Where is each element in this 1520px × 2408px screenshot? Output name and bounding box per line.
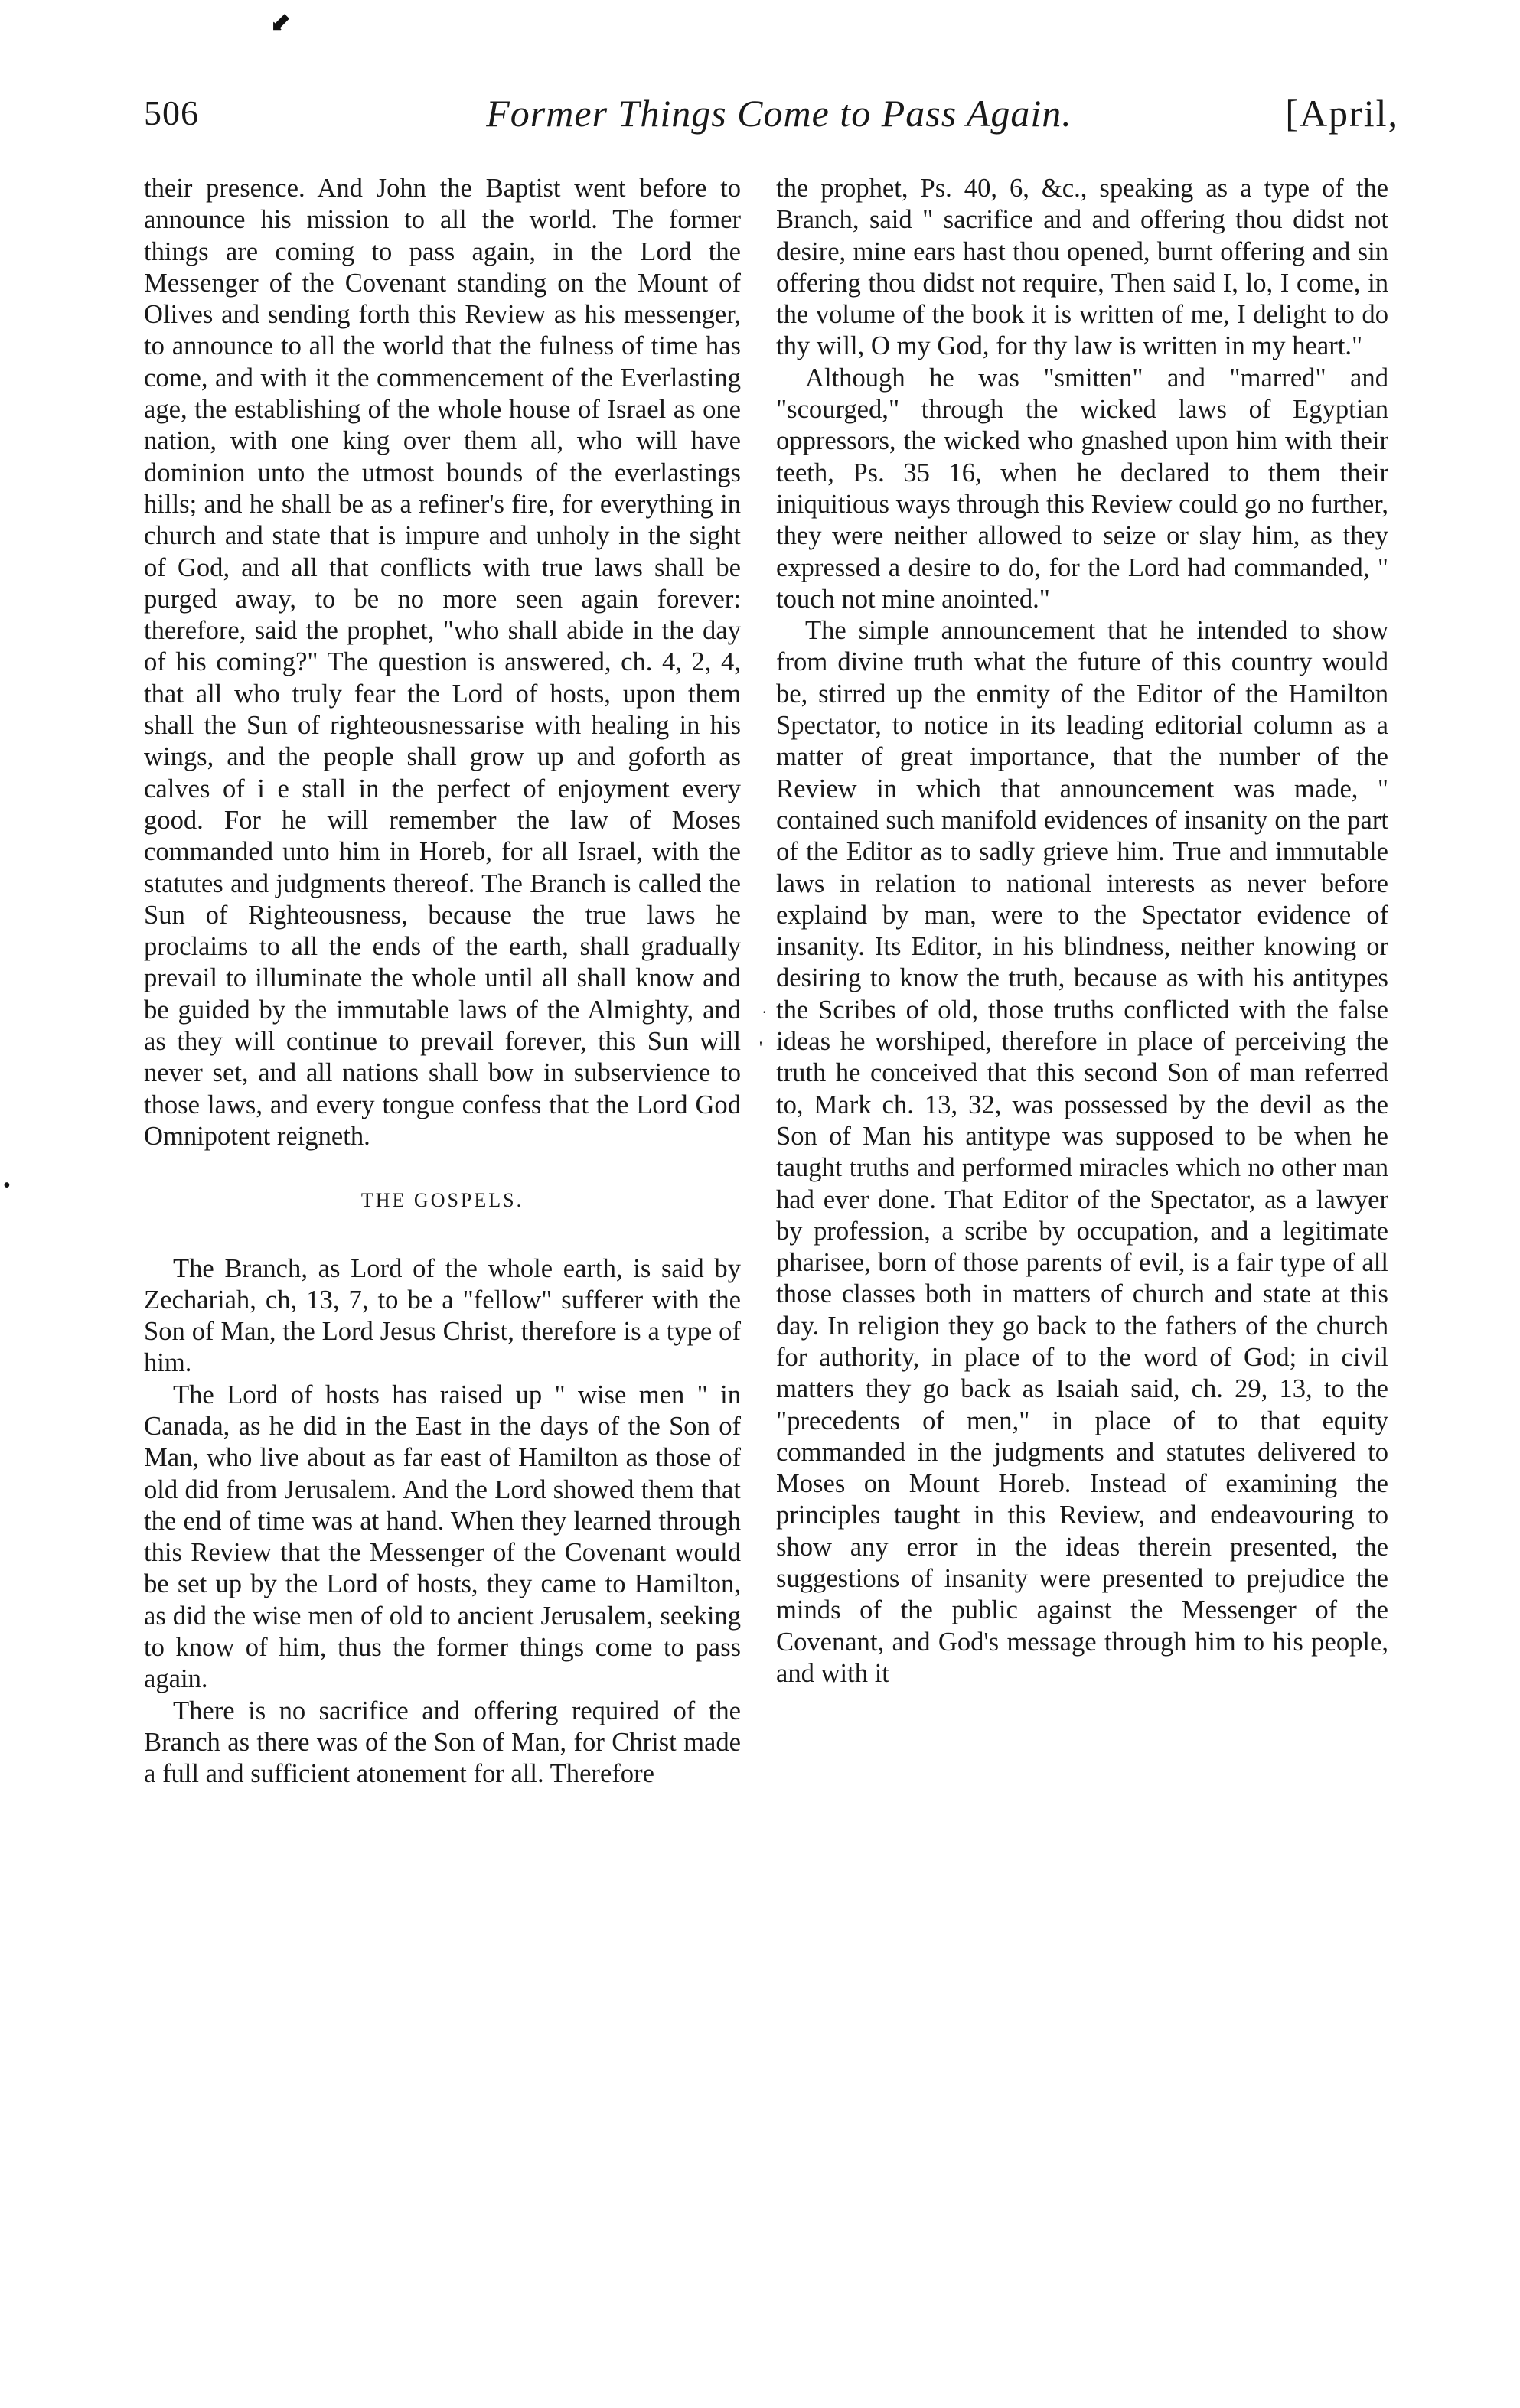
page-number: 506 [144,93,199,132]
ink-mark-speck: . [762,998,767,1017]
left-column [144,173,741,1791]
running-header [144,90,1399,144]
paragraph: The simple announcement that he intended to show from divine truth what the future of this country would be, stirred up the enmity of the Editor of the Hamilton Spectator, to notice in its leading editorial column as a matter of great importance, that the number of the Review in which that announcement was made, " contained such manifold evidences of insanity on the part of the Editor as to sadly grieve him. True and immutable laws in relation to national interests as never before explaind by man, were to the Spectator evidence of insanity. Its Editor, in his blindness, neither knowing or desiring to know the truth, because as with his antitypes the Scribes of old, those truths conflicted with the false ideas he worshiped, therefore in place of perceiving the truth he conceived that this second Son of man referred to, Mark ch. 13, 32, was possessed by the devil as the Son of Man his antitype was supposed to be when he taught truths and performed miracles which no other man had ever done. That Editor of the Spectator, as a lawyer by profession, a scribe by occupation, and a legitimate pharisee, born of those parents of evil, is a fair type of all those classes both in matters of church and state at this day. In religion they go back to the fathers of the church for authority, in place of to the word of God; in civil matters they go back as Isaiah said, ch. 29, 13, to the "precedents of men," in place of to that equity commanded in the judgments and statutes delivered to Moses on Mount Horeb. Instead of examining the principles taught in this Review, and endeavouring to show any error in the ideas therein presented, the suggestions of insanity were presented to prejudice the minds of the public against the Messenger of the Covenant, and God's message through him to his people, and with it [776,616,1388,1688]
issue-month: [April, [1285,92,1399,135]
ink-mark-speck: ' [759,1038,762,1057]
paragraph: The Branch, as Lord of the whole earth, is said by Zechariah, ch, 13, 7, to be a "fellow" sufferer with the Son of Man, the Lord Jesus Christ, therefore is a type of him. [144,1253,741,1378]
running-title: Former Things Come to Pass Again. [486,92,1072,135]
paragraph: their presence. And John the Baptist went before to announce his mission to all the world. The former things are coming to pass again, in the Lord the Messenger of the Covenant standing on the Mount of Olives and sending forth this Review as his messenger, to announce to all the world that the fulness of time has come, and with it the commencement of the Everlasting age, the establishing of the whole house of Israel as one nation, with one king over them all, who will have dominion unto the utmost bounds of the everlastings hills; and he shall be as a refiner's fire, for everything in church and state that is impure and unholy in the sight of God, and all that conflicts with true laws shall be purged away, to be no more seen again forever: therefore, said the prophet, "who shall abide in the day of his coming?" The question is answered, ch. 4, 2, 4, that all who truly fear the Lord of hosts, upon them shall the Sun of righteousnessarise with healing in his wings, and the people shall grow up and goforth as calves of i e stall in the perfect of enjoyment every good. For he will remember the law of Moses commanded unto him in Horeb, for all Israel, with the statutes and judgments thereof. The Branch is called the Sun of Righteousness, because the true laws he proclaims to all the ends of the earth, shall gradually prevail to illuminate the whole until all shall know and be guided by the immutable laws of the Almighty, and as they will continue to prevail forever, this Sun will never set, and all nations shall bow in subservience to those laws, and every tongue confess that the Lord God Omnipotent reigneth. [144,174,741,1151]
paragraph: the prophet, Ps. 40, 6, &c., speaking as a type of the Branch, said " sacrifice and and offering thou didst not desire, mine ears hast thou opened, burnt offering and sin offering thou didst not require, Then said I, lo, I come, in the volume of the book it is written of me, I delight to do thy will, O my God, for thy law is written in my heart." [776,174,1388,361]
section-heading: THE GOSPELS. [360,1189,524,1212]
paragraph: The Lord of hosts has raised up " wise men " in Canada, as he did in the East in the days of the Son of Man, who live about as far east of Hamilton as those of old did from Jerusalem. And the Lord showed them that the end of time was at hand. When they learned through this Review that the Messenger of the Covenant would be set up by the Lord of hosts, they came to Hamilton, as did the wise men of old to ancient Jerusalem, seeking to know of him, thus the former things come to pass again. [144,1380,741,1694]
paragraph: There is no sacrifice and offering required of the Branch as there was of the Son of Man, for Christ made a full and sufficient atonement for all. Therefore [144,1696,741,1789]
ink-mark-arrow: ⬋ [269,9,292,37]
right-column [776,173,1388,1690]
ink-mark-dot: • [3,1174,11,1197]
paragraph: Although he was "smitten" and "marred" and "scourged," through the wicked laws of Egyptian oppressors, the wicked who gnashed upon him with their teeth, Ps. 35 16, when he declared to them their iniquitious ways through this Review could go no further, they were neither allowed to seize or slay him, as they expressed a desire to do, for the Lord had commanded, " touch not mine anointed." [776,363,1388,614]
